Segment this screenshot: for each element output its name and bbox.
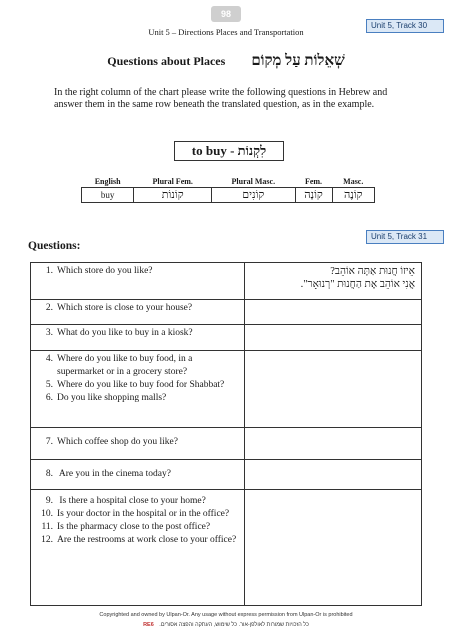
question-cell-group — [31, 351, 245, 427]
footer-hebrew-text: כל הזכויות שמורות לאולפן-אור. כל שימוש, העתקה והפצה אסורים. — [159, 622, 309, 628]
conj-header-english: English — [82, 177, 134, 188]
verb-en: to buy — [191, 143, 227, 158]
answer-cell-9-12[interactable] — [245, 490, 421, 605]
question-text: Which coffee shop do you like? — [57, 437, 178, 447]
page-number-badge: 98 — [211, 6, 241, 22]
conjugation-table — [81, 177, 375, 203]
question-text: What do you like to buy in a kiosk? — [57, 328, 193, 338]
verb-he: לִקְנוֹת — [237, 143, 267, 158]
question-cell — [31, 325, 245, 350]
unit-title: Unit 5 – Directions Places and Transportation — [148, 27, 304, 37]
verb-box — [174, 141, 284, 161]
section-title-en: Questions about Places — [107, 54, 226, 68]
question-number: 12. — [41, 535, 53, 545]
question-cell — [31, 428, 245, 459]
conj-cell-fem: קוֹנָה — [295, 188, 332, 203]
question-row-4-6 — [31, 351, 421, 428]
question-text: Do you like shopping malls? — [57, 393, 167, 403]
conj-header-plural-masc: Plural Masc. — [212, 177, 295, 188]
answer-cell-4-6[interactable] — [245, 351, 421, 427]
question-text: Which store do you like? — [57, 266, 153, 276]
question-row-7 — [31, 428, 421, 460]
conj-header-masc: Masc. — [332, 177, 375, 188]
question-row-3 — [31, 325, 421, 351]
questions-label: Questions: — [28, 240, 81, 252]
question-number: 3. — [45, 328, 53, 338]
question-number: 9. — [45, 496, 53, 506]
question-row-2 — [31, 300, 421, 325]
question-row-8 — [31, 460, 421, 490]
section-title-he: שְׁאֵלוֹת עַל מְקוֹם — [251, 53, 345, 69]
answer-cell-3[interactable] — [245, 325, 421, 350]
answer-cell-7[interactable] — [245, 428, 421, 459]
question-number: 1. — [45, 266, 53, 276]
footer-code: RE6 — [143, 622, 154, 628]
question-number: 4. — [45, 354, 53, 364]
section-heading — [0, 52, 452, 70]
footer-hebrew — [0, 622, 452, 628]
question-row-9-12 — [31, 490, 421, 605]
question-text: Is your doctor in the hospital or in the office? — [57, 509, 230, 519]
conjugation-row — [82, 188, 375, 203]
hebrew-answer: אֲנִי אוֹהֵב אֶת הַחֲנוּת "רְנוּאָר". — [300, 279, 415, 290]
question-number: 2. — [45, 303, 53, 313]
verb-separator: - — [226, 143, 238, 158]
conjugation-header-row — [82, 177, 375, 188]
answer-cell-8[interactable] — [245, 460, 421, 489]
question-number: 6. — [45, 393, 53, 403]
question-number: 11. — [41, 522, 53, 532]
question-text: Where do you like to buy food, in a supermarket or in a grocery store? — [57, 354, 193, 377]
questions-table — [30, 262, 422, 606]
hebrew-question: אֵיזוֹ חֲנוּת אַתָּה אוֹהֵב? — [330, 266, 415, 277]
question-text: Is there a hospital close to your home? — [57, 496, 206, 506]
question-text: Where do you like to buy food for Shabbat? — [57, 380, 225, 390]
question-cell-group — [31, 490, 245, 605]
audio-track-31-link[interactable]: Unit 5, Track 31 — [366, 230, 444, 244]
question-number: 10. — [41, 509, 53, 519]
question-number: 7. — [45, 437, 53, 447]
footer-copyright: Copyrighted and owned by Ulpan-Or. Any usage without express permission from Ulpan-Or is prohibited — [99, 612, 353, 618]
conj-cell-plural-masc: קוֹנִים — [212, 188, 295, 203]
conj-header-plural-fem: Plural Fem. — [134, 177, 212, 188]
answer-cell-2[interactable] — [245, 300, 421, 324]
instructions-text: In the right column of the chart please write the following questions in Hebrew and answer them in the same row beneath the translated question, as in the example. — [54, 87, 388, 110]
question-cell — [31, 263, 245, 299]
conj-cell-english: buy — [82, 188, 134, 203]
question-text: Which store is close to your house? — [57, 303, 193, 313]
question-text: Are you in the cinema today? — [57, 469, 171, 479]
question-text: Is the pharmacy close to the post office? — [57, 522, 211, 532]
conj-cell-plural-fem: קוֹנוֹת — [134, 188, 212, 203]
question-cell — [31, 300, 245, 324]
question-number: 5. — [45, 380, 53, 390]
conj-cell-masc: קוֹנֶה — [332, 188, 375, 203]
question-number: 8. — [45, 469, 53, 479]
answer-cell-1[interactable] — [245, 263, 421, 299]
audio-track-30-link[interactable]: Unit 5, Track 30 — [366, 19, 444, 33]
question-cell — [31, 460, 245, 489]
question-text: Are the restrooms at work close to your office? — [57, 535, 237, 545]
question-row-1 — [31, 263, 421, 300]
conj-header-fem: Fem. — [295, 177, 332, 188]
